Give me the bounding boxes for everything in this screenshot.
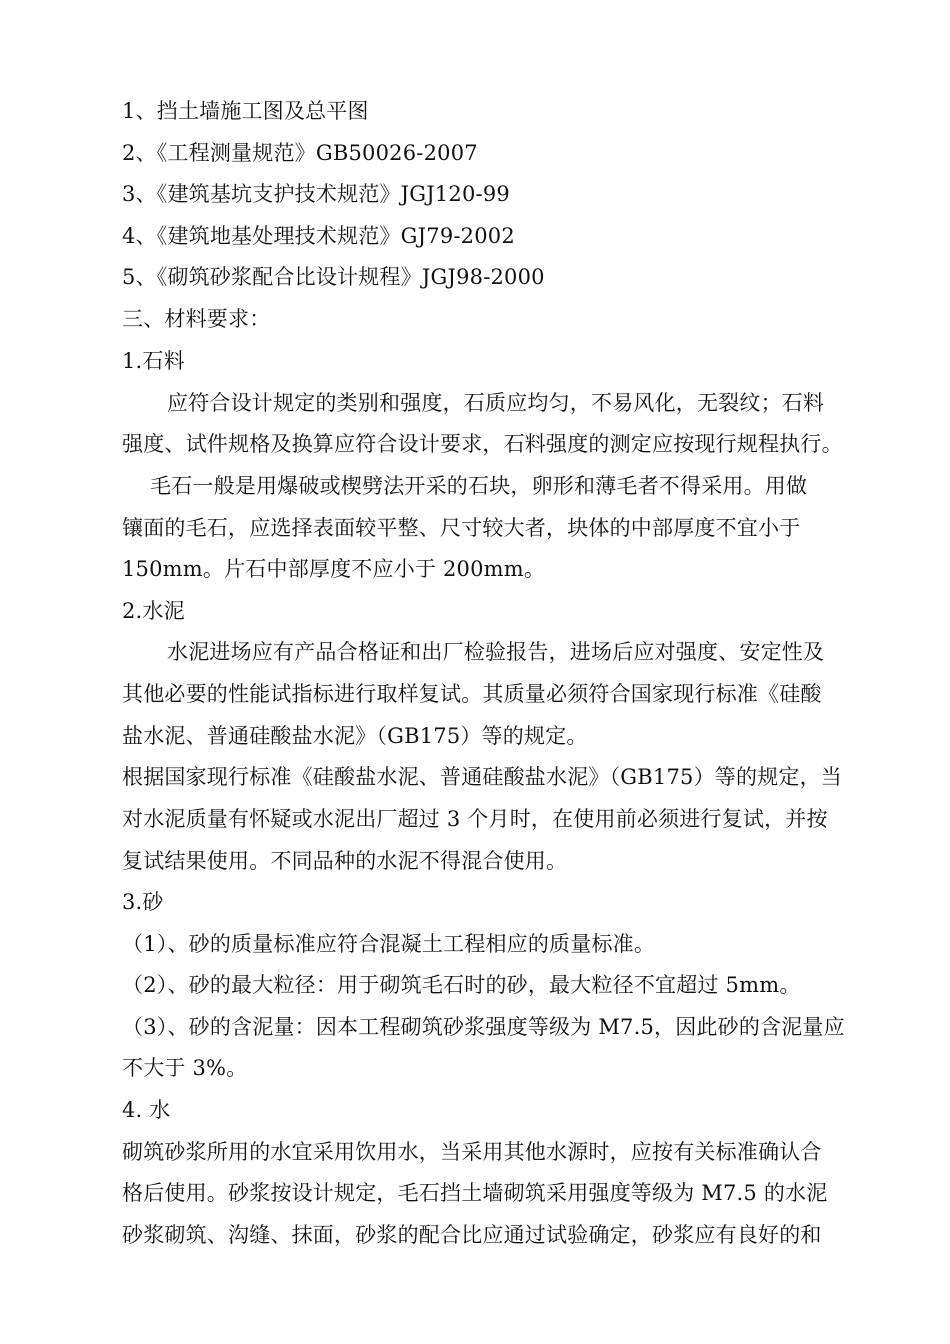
list-item-sand-2: （2）、砂的最大粒径：用于砌筑毛石时的砂，最大粒径不宜超过 5mm。 [122,973,801,997]
paragraph-line: 盐水泥、普通硅酸盐水泥》（GB175）等的规定。 [122,724,588,748]
reference-item-4: 4、《建筑地基处理技术规范》GJ79-2002 [122,224,515,248]
paragraph-line: 150mm。片石中部厚度不应小于 200mm。 [122,557,546,581]
paragraph-line: 毛石一般是用爆破或楔劈法开采的石块，卵形和薄毛者不得采用。用做 [150,474,808,498]
paragraph-line: 应符合设计规定的类别和强度，石质应均匀，不易风化，无裂纹；石料 [167,391,825,415]
paragraph-line: 格后使用。砂浆按设计规定，毛石挡土墙砌筑采用强度等级为 M7.5 的水泥 [122,1181,828,1205]
subheading-cement: 2.水泥 [122,599,185,623]
paragraph-line: 根据国家现行标准《硅酸盐水泥、普通硅酸盐水泥》（GB175）等的规定，当 [122,765,842,789]
paragraph-line: 对水泥质量有怀疑或水泥出厂超过 3 个月时，在使用前必须进行复试，并按 [122,807,828,831]
paragraph-line: 复试结果使用。不同品种的水泥不得混合使用。 [122,849,568,873]
subheading-water: 4. 水 [122,1098,171,1122]
reference-item-2: 2、《工程测量规范》GB50026-2007 [122,141,478,165]
paragraph-line: 砂浆砌筑、沟缝、抹面，砂浆的配合比应通过试验确定，砂浆应有良好的和 [122,1223,822,1247]
paragraph-line: 镶面的毛石，应选择表面较平整、尺寸较大者，块体的中部厚度不宜小于 [122,516,801,540]
paragraph-line: 强度、试件规格及换算应符合设计要求，石料强度的测定应按现行规程执行。 [122,432,843,456]
subheading-stone: 1.石料 [122,349,185,373]
paragraph-line: 其他必要的性能试指标进行取样复试。其质量必须符合国家现行标准《硅酸 [122,682,822,706]
subheading-sand: 3.砂 [122,890,164,914]
section-heading-materials: 三、材料要求： [122,307,271,331]
paragraph-line: 水泥进场应有产品合格证和出厂检验报告，进场后应对强度、安定性及 [167,640,825,664]
paragraph-line: 砌筑砂浆所用的水宜采用饮用水，当采用其他水源时，应按有关标准确认合 [122,1140,822,1164]
reference-item-5: 5、《砌筑砂浆配合比设计规程》JGJ98-2000 [122,265,545,289]
reference-item-1: 1、挡土墙施工图及总平图 [122,99,369,123]
reference-item-3: 3、《建筑基坑支护技术规范》JGJ120-99 [122,182,510,206]
paragraph-line: 不大于 3%。 [122,1056,248,1080]
list-item-sand-3: （3）、砂的含泥量：因本工程砌筑砂浆强度等级为 M7.5，因此砂的含泥量应 [122,1015,845,1039]
list-item-sand-1: （1）、砂的质量标准应符合混凝土工程相应的质量标准。 [122,932,656,956]
